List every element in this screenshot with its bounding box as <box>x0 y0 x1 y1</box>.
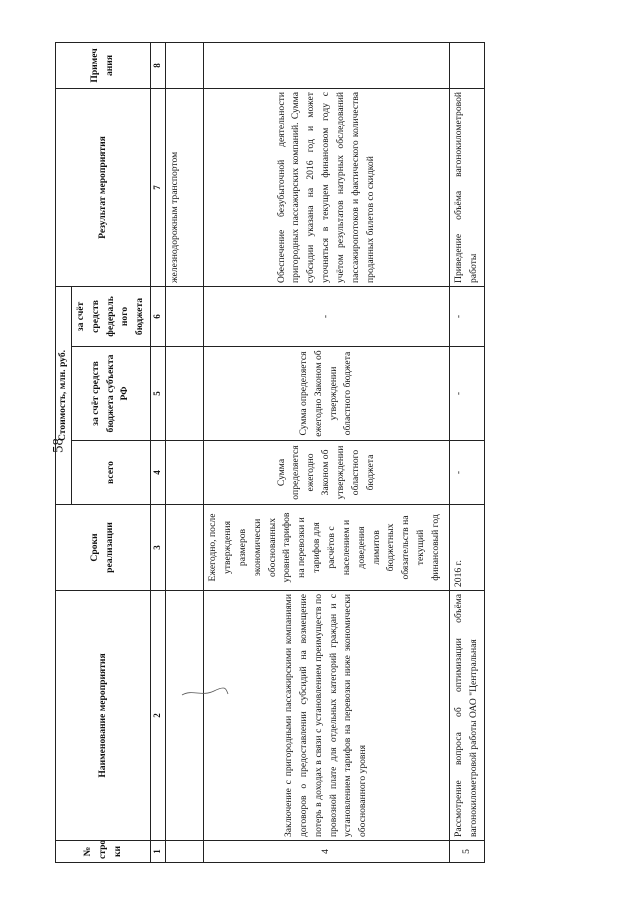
cell-term: Ежегодно, после утверждения размеров экономически обоснованных уровней тарифов на перевозки и тарифов для расчётов с населением и доведения лимитов бюджетных обязательств на текущий финансовый год <box>204 504 450 590</box>
cell-note <box>204 42 450 88</box>
header-name: Наименование мероприятия <box>56 590 151 840</box>
cell-regional: - <box>450 346 485 440</box>
page-number: 58 <box>50 438 67 453</box>
pen-mark <box>180 685 230 699</box>
cell-federal <box>166 286 204 346</box>
cell-regional <box>166 346 204 440</box>
col-number: 7 <box>151 88 166 286</box>
rotated-page-content <box>55 43 585 863</box>
cell-name <box>166 590 204 840</box>
cell-term: 2016 г. <box>450 504 485 590</box>
table-row <box>450 42 485 862</box>
cell-name: Заключение с пригородными пассажирскими компаниями договоров о предоставлении субсидий на возмещение потерь в доходах в связи с установлением преимуществ по провозной плате для отдельных категорий граждан и с установлением тарифов на перевозки ниже экономически обоснованного уровня <box>204 590 450 840</box>
col-number: 6 <box>151 286 166 346</box>
cell-total: Сумма определяется ежегодно Законом об утверждении областного бюджета <box>204 440 450 504</box>
cell-note <box>450 42 485 88</box>
col-number: 4 <box>151 440 166 504</box>
header-row-no: № стро ки <box>56 840 151 862</box>
header-note: Примеч ания <box>56 42 151 88</box>
cell-note <box>166 42 204 88</box>
cell-federal: - <box>450 286 485 346</box>
measures-table <box>55 41 485 862</box>
col-number: 2 <box>151 590 166 840</box>
cell-row-no: 5 <box>450 840 485 862</box>
column-number-row <box>151 42 166 862</box>
header-term: Сроки реализации <box>56 504 151 590</box>
cell-regional: Сумма определяется ежегодно Законом об утверждении областного бюджета <box>204 346 450 440</box>
cell-row-no: 4 <box>204 840 450 862</box>
cell-result: железнодорожным транспортом <box>166 88 204 286</box>
header-cost-group: Стоимость, млн. руб. <box>56 286 72 504</box>
header-federal: за счёт средств федераль ного бюджета <box>71 286 150 346</box>
cell-term <box>166 504 204 590</box>
header-row-1 <box>56 42 72 862</box>
col-number: 8 <box>151 42 166 88</box>
table-row <box>166 42 204 862</box>
header-regional: за счёт средств бюджета субъекта РФ <box>71 346 150 440</box>
table-row <box>204 42 450 862</box>
header-result: Результат мероприятия <box>56 88 151 286</box>
col-number: 5 <box>151 346 166 440</box>
cell-row-no <box>166 840 204 862</box>
col-number: 3 <box>151 504 166 590</box>
cell-total <box>166 440 204 504</box>
header-total: всего <box>71 440 150 504</box>
col-number: 1 <box>151 840 166 862</box>
cell-total: - <box>450 440 485 504</box>
cell-name: Рассмотрение вопроса об оптимизации объёма вагонокилометровой работы ОАО "Центральная <box>450 590 485 840</box>
cell-result: Приведение объёма вагонокилометровой работы <box>450 88 485 286</box>
cell-result: Обеспечение безубыточной деятельности пригородных пассажирских компаний. Сумма субсидии указана на 2016 год и может уточняться в текущем финансовом году с учётом результатов натурных обследований пассажиропотоков и фактического количества проданных билетов со скидкой <box>204 88 450 286</box>
cell-federal: - <box>204 286 450 346</box>
